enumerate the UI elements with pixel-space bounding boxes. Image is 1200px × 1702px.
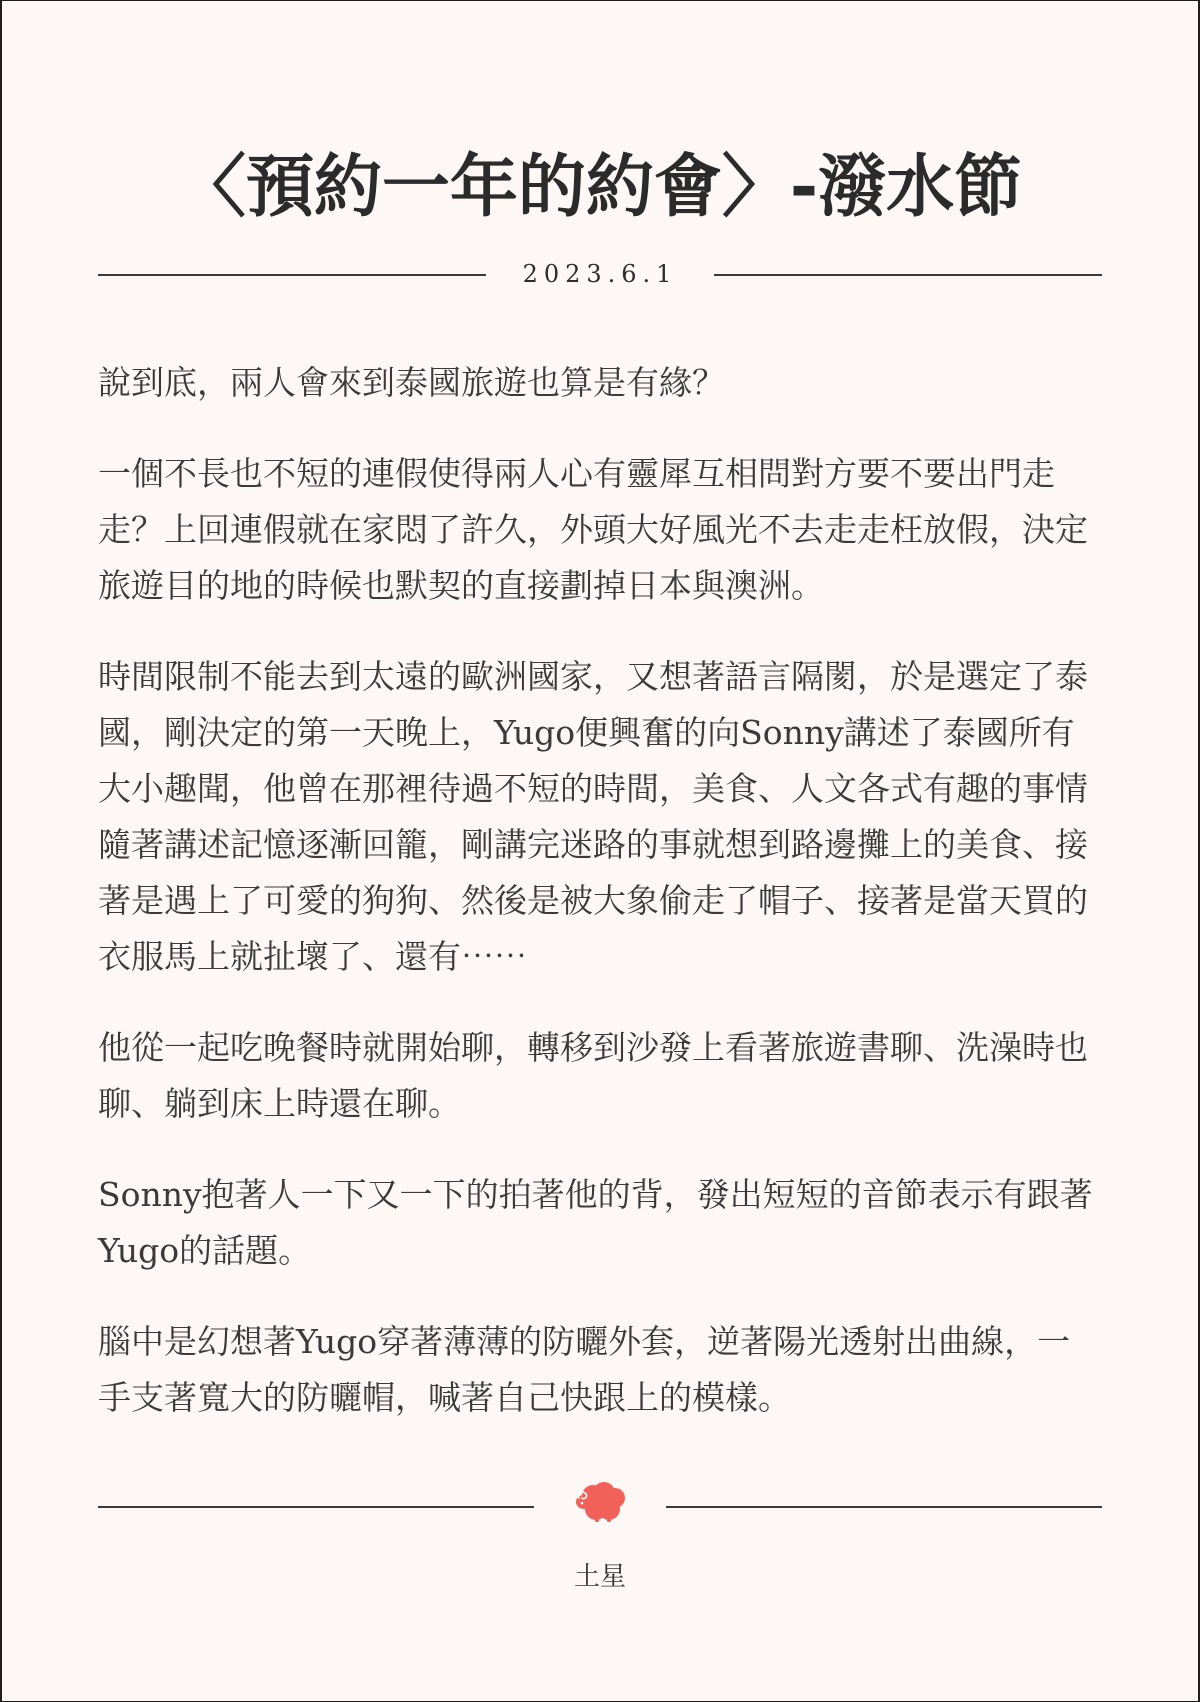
sheep-icon bbox=[573, 1478, 629, 1524]
page-title: 〈預約一年的約會〉-潑水節 bbox=[177, 148, 1023, 227]
article-body bbox=[98, 355, 1098, 1461]
footer-divider-right bbox=[666, 1506, 1102, 1508]
date-divider-right bbox=[714, 274, 1102, 276]
footer-divider-left bbox=[98, 1506, 534, 1508]
paragraph: 腦中是幻想著Yugo穿著薄薄的防曬外套，逆著陽光透射出曲線，一手支著寬大的防曬帽，喊著自己快跟上的模樣。 bbox=[98, 1322, 1071, 1417]
author-name: 土星 bbox=[573, 1562, 626, 1592]
paragraph: 一個不長也不短的連假使得兩人心有靈犀互相問對方要不要出門走走？上回連假就在家悶了許久，外頭大好風光不去走走枉放假，決定旅遊目的地的時候也默契的直接劃掉日本與澳洲。 bbox=[98, 454, 1088, 605]
paragraph: 他從一起吃晚餐時就開始聊，轉移到沙發上看著旅遊書聊、洗澡時也聊、躺到床上時還在聊。 bbox=[98, 1028, 1088, 1123]
paragraph: 說到底，兩人會來到泰國旅遊也算是有緣？ bbox=[98, 363, 725, 402]
paragraph: Sonny抱著人一下又一下的拍著他的背，發出短短的音節表示有跟著Yugo的話題。 bbox=[98, 1175, 1093, 1270]
paragraph: 時間限制不能去到太遠的歐洲國家，又想著語言隔閡，於是選定了泰國，剛決定的第一天晚上，Yugo便興奮的向Sonny講述了泰國所有大小趣聞，他曾在那裡待過不短的時間，美食、人文各式有趣的事情隨著講述記憶逐漸回籠，剛講完迷路的事就想到路邊攤上的美食、接著是遇上了可愛的狗狗、然後是被大象偷走了帽子、接著是當天買的衣服馬上就扯壞了、還有⋯⋯ bbox=[98, 657, 1088, 976]
publish-date: 2023.6.1 bbox=[522, 260, 678, 288]
